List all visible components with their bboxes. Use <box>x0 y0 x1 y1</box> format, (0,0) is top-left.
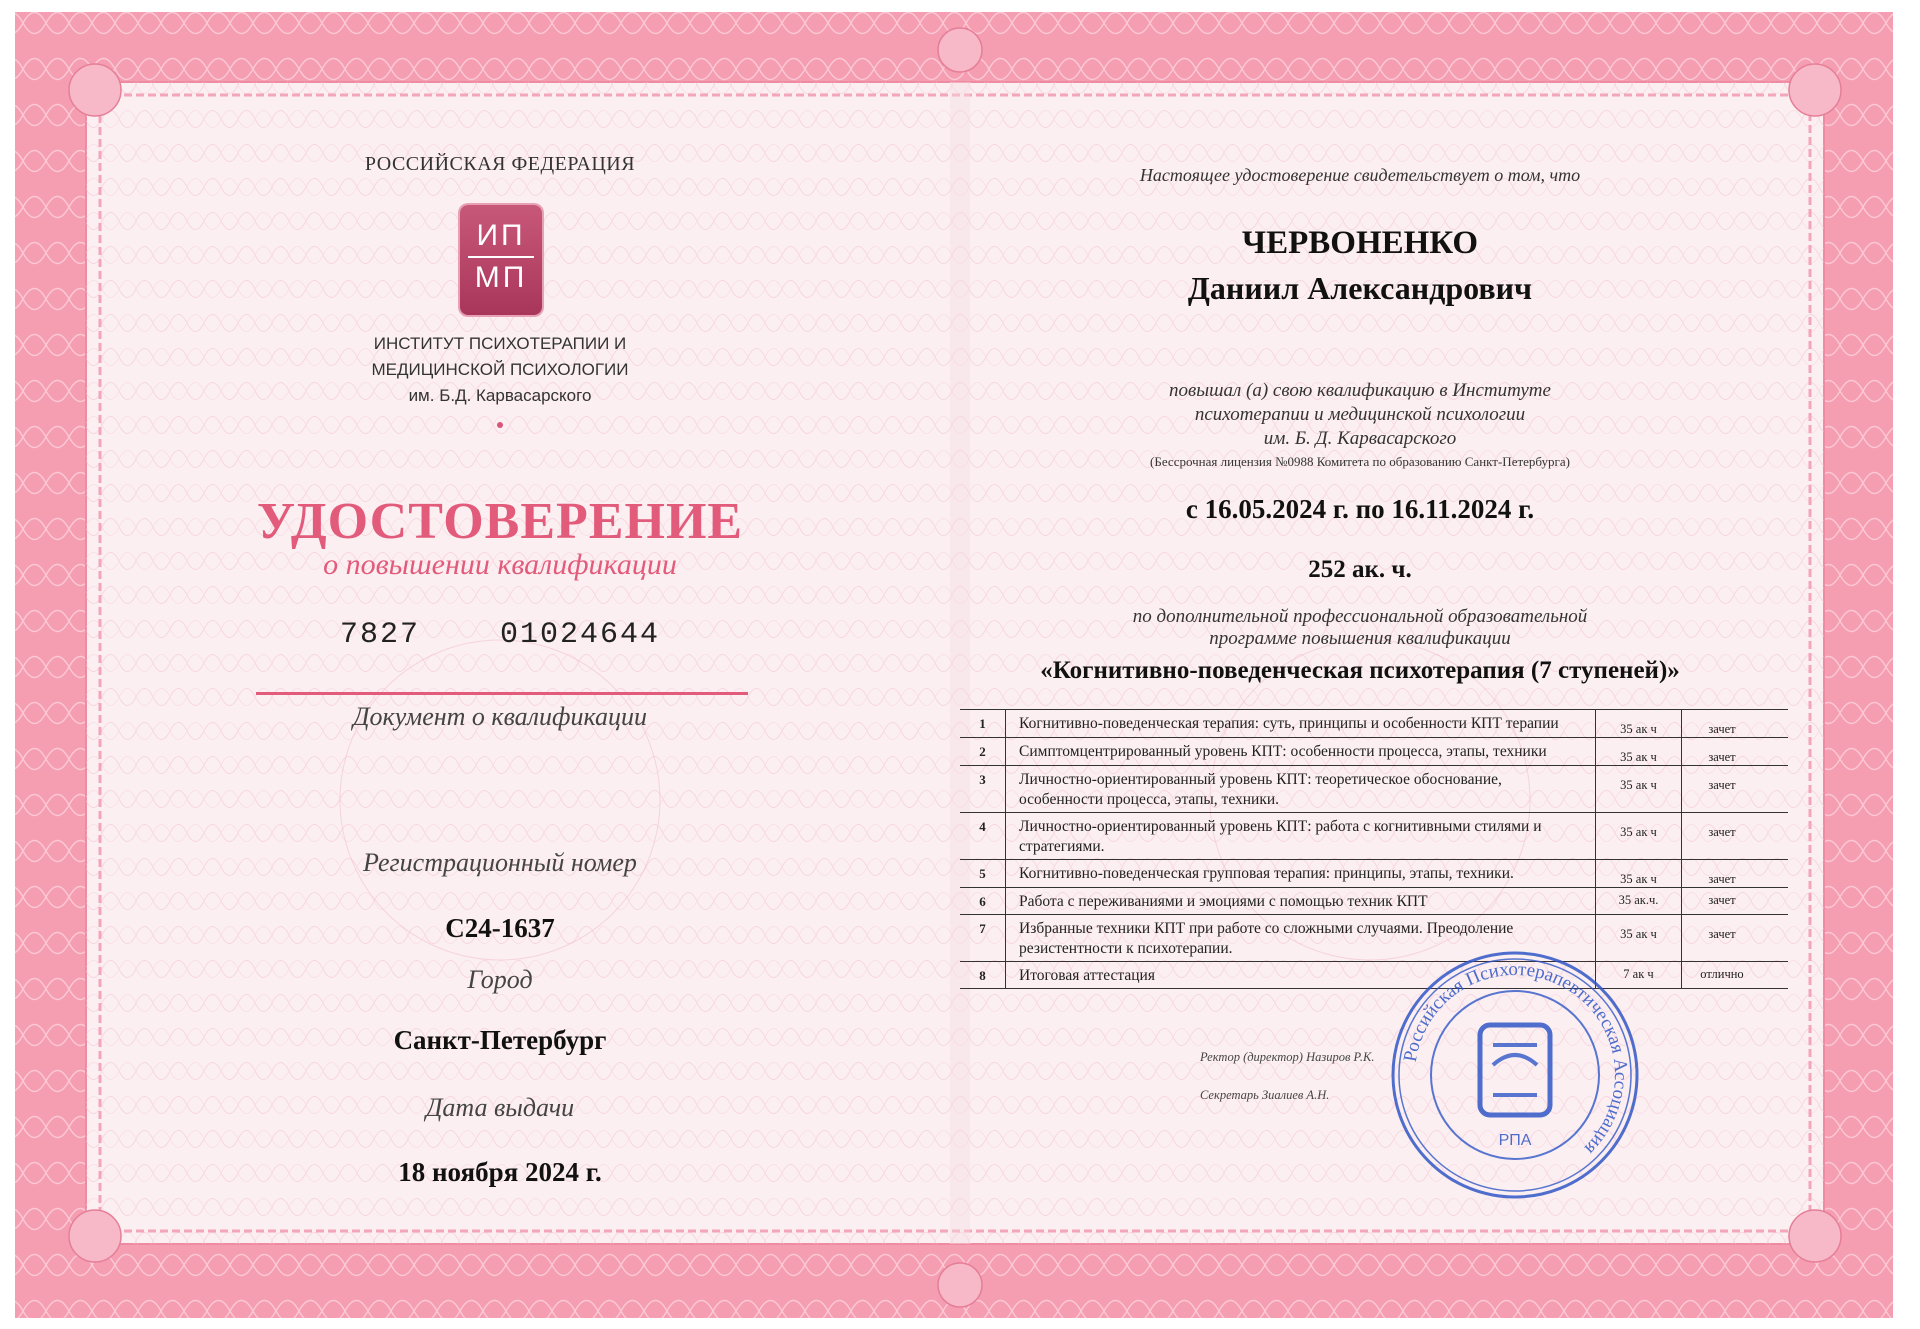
qualification-line-2: психотерапии и медицинской психологии <box>1194 404 1526 425</box>
stamp-emblem <box>1480 1025 1550 1115</box>
module-hours: 35 ак ч <box>1595 860 1681 887</box>
module-row <box>960 915 1788 962</box>
bottom-center-rosette <box>938 1263 982 1307</box>
module-number: 4 <box>979 819 986 834</box>
secretary-signature-line: Секретарь Зиалиев А.Н. <box>1200 1088 1330 1102</box>
module-row <box>960 766 1788 813</box>
module-name: Когнитивно-поведенческая групповая терапия: принципы, этапы, техники. <box>1005 860 1595 887</box>
center-fold <box>950 82 970 1244</box>
modules-table <box>960 709 1788 989</box>
module-result: зачет <box>1681 888 1762 914</box>
module-number: 1 <box>979 716 986 731</box>
institute-name <box>320 331 680 409</box>
module-result: зачет <box>1681 860 1762 887</box>
qualification-line-1: повышал (а) свою квалификацию в Институте <box>1169 380 1551 401</box>
module-result: зачет <box>1681 738 1762 765</box>
certificate-title: УДОСТОВЕРЕНИЕ <box>256 493 744 550</box>
module-name: Когнитивно-поведенческая терапия: суть, принципы и особенности КПТ терапии <box>1005 710 1595 737</box>
module-name: Работа с переживаниями и эмоциями с помощью техник КПТ <box>1005 888 1595 914</box>
official-stamp <box>1385 945 1645 1205</box>
module-hours: 35 ак ч <box>1595 738 1681 765</box>
module-hours: 35 ак ч <box>1595 813 1681 859</box>
module-name: Симптомцентрированный уровень КПТ: особенности процесса, этапы, техники <box>1005 738 1595 765</box>
module-number: 2 <box>979 744 986 759</box>
module-result: зачет <box>1681 915 1762 961</box>
country-label: РОССИЙСКАЯ ФЕДЕРАЦИЯ <box>364 153 636 175</box>
intro-text: Настоящее удостоверение свидетельствует о том, что <box>1139 165 1581 185</box>
module-hours: 35 ак ч <box>1595 710 1681 737</box>
module-name: Личностно-ориентированный уровень КПТ: работа с когнитивными стилями и стратегиями. <box>1005 813 1595 859</box>
institute-line-1: ИНСТИТУТ ПСИХОТЕРАПИИ И <box>373 334 627 353</box>
module-row <box>960 888 1788 915</box>
module-hours: 7 ак ч <box>1595 962 1681 988</box>
city-label: Город <box>467 965 533 994</box>
decorative-dot <box>497 422 503 428</box>
module-number: 6 <box>979 894 986 909</box>
module-number: 8 <box>979 968 986 983</box>
city-value: Санкт-Петербург <box>393 1025 607 1055</box>
module-hours: 35 ак.ч. <box>1595 888 1681 914</box>
qualification-text <box>1030 379 1690 451</box>
module-hours: 35 ак ч <box>1595 766 1681 812</box>
module-number: 3 <box>979 772 986 787</box>
holder-given-names: Даниил Александрович <box>1187 270 1533 306</box>
program-intro-line-1: по дополнительной профессиональной образовательной <box>1132 606 1588 627</box>
logo-line-2: МП <box>474 261 528 294</box>
document-label: Документ о квалификации <box>353 702 647 731</box>
total-hours: 252 ак. ч. <box>1308 556 1412 583</box>
program-intro <box>1030 606 1690 650</box>
module-result: отлично <box>1681 962 1762 988</box>
study-period: с 16.05.2024 г. по 16.11.2024 г. <box>1185 494 1535 524</box>
top-center-rosette <box>938 28 982 72</box>
module-name: Итоговая аттестация <box>1005 962 1595 988</box>
institute-line-2: МЕДИЦИНСКОЙ ПСИХОЛОГИИ <box>371 360 629 379</box>
registration-number: С24-1637 <box>445 913 555 943</box>
module-row <box>960 813 1788 860</box>
registration-label: Регистрационный номер <box>363 848 637 877</box>
program-intro-line-2: программе повышения квалификации <box>1209 628 1511 649</box>
qualification-line-3: им. Б. Д. Карвасарского <box>1263 428 1457 449</box>
license-note: (Бессрочная лицензия №0988 Комитета по образованию Санкт-Петербурга) <box>1150 454 1570 469</box>
module-name: Личностно-ориентированный уровень КПТ: теоретическое обоснование, особенности процесса, этапы, техники. <box>1005 766 1595 812</box>
rector-signature-line: Ректор (директор) Назиров Р.К. <box>1200 1050 1375 1064</box>
divider-line <box>256 692 748 695</box>
module-name: Избранные техники КПТ при работе со сложными случаями. Преодоление резистентности к психотерапии. <box>1005 915 1595 961</box>
module-result: зачет <box>1681 710 1762 737</box>
module-row <box>960 962 1788 989</box>
module-row <box>960 860 1788 888</box>
institute-logo <box>460 205 542 315</box>
stamp-ring-textpath: Российская Психотерапевтическая Ассоциация <box>1399 958 1632 1159</box>
module-result: зачет <box>1681 766 1762 812</box>
logo-line-1: ИП <box>476 219 526 252</box>
program-name: «Когнитивно-поведенческая психотерапия (7 ступеней)» <box>1040 657 1680 684</box>
module-number: 5 <box>979 866 986 881</box>
corner-rosette-tl <box>69 64 121 116</box>
corner-rosette-br <box>1789 1210 1841 1262</box>
issue-date-label: Дата выдачи <box>425 1093 575 1122</box>
module-result: зачет <box>1681 813 1762 859</box>
corner-rosette-bl <box>69 1210 121 1262</box>
corner-rosette-tr <box>1789 64 1841 116</box>
document-number: 7827 01024644 <box>339 618 661 652</box>
institute-line-3: им. Б.Д. Карвасарского <box>408 386 592 405</box>
stamp-abbr: РПА <box>1498 1132 1532 1149</box>
issue-date: 18 ноября 2024 г. <box>398 1157 602 1187</box>
certificate-subtitle: о повышении квалификации <box>323 548 677 581</box>
module-number: 7 <box>979 921 986 936</box>
module-row <box>960 738 1788 766</box>
module-row <box>960 710 1788 738</box>
holder-surname: ЧЕРВОНЕНКО <box>1241 225 1479 261</box>
module-hours: 35 ак ч <box>1595 915 1681 961</box>
